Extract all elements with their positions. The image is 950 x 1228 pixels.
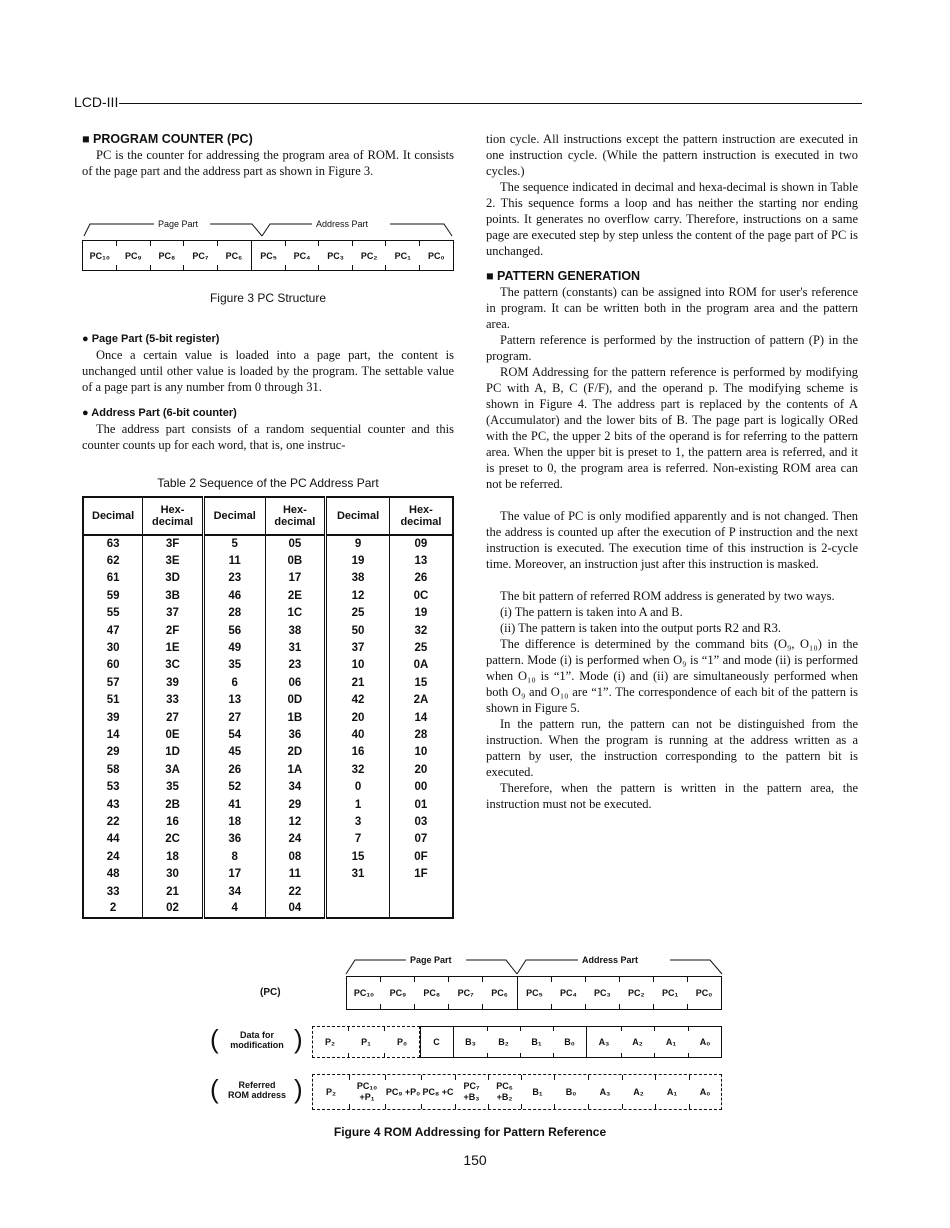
fig4-caption: Figure 4 ROM Addressing for Pattern Reference (333, 1125, 607, 1139)
table-cell (389, 900, 453, 917)
table-cell: 24 (83, 848, 143, 865)
table-cell: 49 (203, 639, 265, 656)
header-title: LCD-III (74, 94, 119, 110)
way-2: (ii) The pattern is taken into the output ports R2 and R3. (500, 621, 781, 635)
fig3-cell: PC₉ (117, 241, 151, 270)
fig4-pc-cell: PC₁₀ (347, 977, 381, 1009)
table-cell (389, 883, 453, 900)
fig3-cell: PC₂ (352, 241, 386, 270)
fig4-ref-cell: PC₆ +B₂ (488, 1075, 521, 1109)
table-cell: 36 (203, 831, 265, 848)
table-cell: 3E (143, 552, 204, 569)
table-row (83, 831, 453, 848)
table-cell: 14 (83, 726, 143, 743)
table-cell: 22 (265, 883, 326, 900)
page-part-heading: ● Page Part (5-bit register) (82, 333, 220, 345)
table-cell: 10 (389, 744, 453, 761)
table-cell: 1E (143, 639, 204, 656)
pg-text-2: Pattern reference is performed by the instruction of pattern (P) in the program. (486, 333, 858, 363)
table-cell: 18 (143, 848, 204, 865)
table-cell: 3B (143, 587, 204, 604)
fig4-ref-cell: A₁ (655, 1075, 689, 1109)
table-row (83, 692, 453, 709)
fig4-ref-register (312, 1074, 722, 1110)
table-cell: 50 (326, 622, 390, 639)
table-cell: 61 (83, 570, 143, 587)
table-cell: 44 (83, 831, 143, 848)
fig3-cell: PC₇ (184, 241, 218, 270)
table-cell: 08 (265, 848, 326, 865)
table-cell: 1 (326, 796, 390, 813)
table-cell: 31 (265, 639, 326, 656)
table-cell: 0C (389, 587, 453, 604)
pg-text-8: Therefore, when the pattern is written in the pattern area, the instruction must not be executed. (486, 781, 858, 811)
table-cell: 58 (83, 761, 143, 778)
fig4-pc-cell: PC₃ (585, 977, 619, 1009)
fig4-pc-register (346, 976, 722, 1010)
fig4-mod-cell: A₀ (699, 1037, 711, 1047)
table-cell: 2A (389, 692, 453, 709)
fig4-mod-label: Data for modification (230, 1030, 284, 1050)
table-row (83, 570, 453, 587)
table-cell: 02 (143, 900, 204, 917)
table-cell: 63 (83, 535, 143, 552)
col-header: Hex-decimal (143, 497, 204, 535)
table-cell: 23 (265, 657, 326, 674)
table-cell: 51 (83, 692, 143, 709)
table-2 (82, 496, 454, 919)
sequence-text: The sequence indicated in decimal and hexa-decimal is shown in Table 2. This sequence forms a loop and has neither the starting nor ending points. It generates no overflow carry. Therefore, instructions on a same page are executed step by step unless the content of the page part of PC is unchanged. (486, 180, 858, 258)
table-cell: 56 (203, 622, 265, 639)
table-cell: 28 (203, 605, 265, 622)
table-body (83, 535, 453, 918)
table-cell: 24 (265, 831, 326, 848)
table-cell: 31 (326, 865, 390, 882)
table-cell: 03 (389, 813, 453, 830)
table-row (83, 639, 453, 656)
table-cell: 55 (83, 605, 143, 622)
fig3-cell: PC₁₀ (83, 241, 117, 270)
table-cell: 1D (143, 744, 204, 761)
page-part-text: Once a certain value is loaded into a page part, the content is unchanged until other value is loaded by the program. The settable value of a page part is any number from 0 through 31. (82, 348, 454, 394)
table-row (83, 552, 453, 569)
pc-heading: ■ PROGRAM COUNTER (PC) (82, 132, 253, 146)
fig3-cell: PC₃ (319, 241, 353, 270)
table-cell: 5 (203, 535, 265, 552)
fig4-mod-cell: P₁ (348, 1026, 384, 1058)
fig4-ref-cell: PC₈ +C (421, 1075, 455, 1109)
table-cell: 01 (389, 796, 453, 813)
table-cell: 46 (203, 587, 265, 604)
table2-caption: Table 2 Sequence of the PC Address Part (157, 476, 379, 490)
fig4-pc-cell: PC₂ (619, 977, 653, 1009)
fig4-mod-close-paren: ) (294, 1024, 303, 1054)
table-cell: 34 (203, 883, 265, 900)
table-cell: 0E (143, 726, 204, 743)
table-cell: 53 (83, 778, 143, 795)
table-cell (326, 883, 390, 900)
fig4-mod-cell: B₂ (487, 1026, 520, 1058)
pg-text-6: The difference is determined by the command bits (O₉, O₁₀) in the pattern. Mode (i) is performed when O₉ is “1” and mode (ii) is performed when O₁₀ is “1”. Mode (i) and (ii) are simultaneously performed when both O₉ and O₁₀ are “1”. The correspondence of each bit of the pattern is shown in Figure 5. (486, 637, 858, 715)
fig4-mod-cell: B₃ (454, 1026, 487, 1058)
fig4-pc-label: (PC) (260, 987, 281, 998)
table-cell: 30 (83, 639, 143, 656)
left-column-mid (82, 331, 454, 453)
table-cell: 9 (326, 535, 390, 552)
table-cell: 2 (83, 900, 143, 917)
col-header: Hex-decimal (389, 497, 453, 535)
left-column-top (82, 131, 454, 179)
table-row (83, 622, 453, 639)
table-cell: 07 (389, 831, 453, 848)
table-cell: 0B (265, 552, 326, 569)
fig4-ref-cell: PC₇ +B₃ (455, 1075, 488, 1109)
pg-text-7: In the pattern run, the pattern can not be distinguished from the instruction. When the program is running at the address written as a pattern by user, the instruction corresponding to the pattern bit is executed. (486, 717, 858, 779)
table-cell: 3F (143, 535, 204, 552)
page-header (74, 94, 862, 114)
table-cell: 32 (389, 622, 453, 639)
table-cell: 60 (83, 657, 143, 674)
table-row (83, 535, 453, 552)
table-cell: 34 (265, 778, 326, 795)
table-cell: 0F (389, 848, 453, 865)
table-cell: 11 (265, 865, 326, 882)
table-cell: 40 (326, 726, 390, 743)
table-cell: 06 (265, 674, 326, 691)
table-cell: 17 (203, 865, 265, 882)
fig4-mod-open-paren: ( (210, 1024, 219, 1054)
table-row (83, 744, 453, 761)
table-cell: 29 (265, 796, 326, 813)
figure-3 (82, 217, 454, 271)
table-cell: 2E (265, 587, 326, 604)
table-cell: 1C (265, 605, 326, 622)
table-cell: 54 (203, 726, 265, 743)
table-cell: 30 (143, 865, 204, 882)
table-cell: 2C (143, 831, 204, 848)
fig4-ref-cell: B₀ (554, 1075, 588, 1109)
table-cell: 33 (143, 692, 204, 709)
table-cell: 43 (83, 796, 143, 813)
table-cell: 52 (203, 778, 265, 795)
fig4-mod-cell: A₃ (587, 1026, 621, 1058)
table-cell: 37 (326, 639, 390, 656)
fig3-cell: PC₅ (252, 241, 286, 270)
pg-text-4: The value of PC is only modified apparently and is not changed. Then the address is counted up after the execution of P instruction and the next instruction is executed. The execution time of this instruction is 2-cycle time. Moreover, an instruction just after this instruction is masked. (486, 509, 858, 571)
table-cell: 38 (265, 622, 326, 639)
table-cell: 0D (265, 692, 326, 709)
table-row (83, 883, 453, 900)
table-cell (326, 900, 390, 917)
table-cell: 27 (143, 709, 204, 726)
fig4-mod-cell: A₂ (621, 1026, 654, 1058)
table-cell: 3 (326, 813, 390, 830)
table-cell: 4 (203, 900, 265, 917)
fig3-register (82, 240, 454, 271)
right-column (486, 131, 858, 812)
table-cell: 3A (143, 761, 204, 778)
fig4-mod-cell: P₀ (384, 1026, 420, 1058)
table-cell: 39 (143, 674, 204, 691)
fig4-ref-cell: PC₁₀ +P₁ (349, 1075, 385, 1109)
table-row (83, 709, 453, 726)
fig3-braces (82, 217, 454, 239)
table-cell: 62 (83, 552, 143, 569)
table-cell: 48 (83, 865, 143, 882)
table-row (83, 778, 453, 795)
table-cell: 20 (389, 761, 453, 778)
table-cell: 47 (83, 622, 143, 639)
table-row (83, 587, 453, 604)
table-cell: 38 (326, 570, 390, 587)
fig4-ref-label: Referred ROM address (227, 1080, 287, 1100)
table-cell: 6 (203, 674, 265, 691)
table-cell: 16 (143, 813, 204, 830)
table-cell: 33 (83, 883, 143, 900)
fig4-mod-cell: C (420, 1026, 454, 1058)
table-cell: 15 (326, 848, 390, 865)
table-cell: 3C (143, 657, 204, 674)
table-cell: 35 (203, 657, 265, 674)
table-cell: 7 (326, 831, 390, 848)
fig4-ref-close-paren: ) (294, 1074, 303, 1104)
table-row (83, 726, 453, 743)
table-cell: 45 (203, 744, 265, 761)
table-cell: 2D (265, 744, 326, 761)
table-cell: 21 (143, 883, 204, 900)
fig4-ref-cell: P₂ (313, 1075, 349, 1109)
fig3-address-label: Address Part (316, 219, 369, 229)
header-rule (119, 103, 862, 104)
table-cell: 20 (326, 709, 390, 726)
fig4-ref-open-paren: ( (210, 1074, 219, 1104)
table-cell: 1A (265, 761, 326, 778)
table-cell: 8 (203, 848, 265, 865)
table-cell: 0A (389, 657, 453, 674)
pattern-generation-heading: ■ PATTERN GENERATION (486, 269, 641, 283)
table-cell: 1B (265, 709, 326, 726)
pg-text-1: The pattern (constants) can be assigned into ROM for user's reference in program. It can be written both in the program area and the pattern area. (486, 285, 858, 331)
table-cell: 3D (143, 570, 204, 587)
fig3-cell: PC₄ (285, 241, 319, 270)
pc-text: PC is the counter for addressing the program area of ROM. It consists of the page part and the address part as shown in Figure 3. (82, 148, 454, 178)
table-cell: 36 (265, 726, 326, 743)
fig3-cell: PC₈ (150, 241, 184, 270)
fig3-caption: Figure 3 PC Structure (209, 291, 327, 305)
col-header: Decimal (83, 497, 143, 535)
way-1: (i) The pattern is taken into A and B. (500, 605, 683, 619)
fig4-ref-cell: A₂ (622, 1075, 655, 1109)
table-cell: 13 (389, 552, 453, 569)
col-header: Decimal (326, 497, 390, 535)
table-cell: 39 (83, 709, 143, 726)
table-cell: 42 (326, 692, 390, 709)
table-cell: 57 (83, 674, 143, 691)
table-cell: 18 (203, 813, 265, 830)
figure-4 (210, 950, 730, 1130)
table-cell: 14 (389, 709, 453, 726)
table-cell: 28 (389, 726, 453, 743)
table-cell: 13 (203, 692, 265, 709)
table-cell: 12 (326, 587, 390, 604)
table-cell: 12 (265, 813, 326, 830)
table-row (83, 657, 453, 674)
table-cell: 2F (143, 622, 204, 639)
fig4-mod-register (312, 1026, 722, 1058)
table-row (83, 761, 453, 778)
address-part-text: The address part consists of a random sequential counter and this counter counts up for each word, that is, one instruc- (82, 422, 454, 452)
table-row (83, 674, 453, 691)
fig4-pc-cell: PC₀ (695, 988, 713, 998)
table-cell: 26 (203, 761, 265, 778)
fig3-cell: PC₀ (427, 250, 445, 261)
table-cell: 04 (265, 900, 326, 917)
fig4-pc-cell: PC₉ (381, 977, 415, 1009)
table-cell: 26 (389, 570, 453, 587)
table-cell: 23 (203, 570, 265, 587)
table-cell: 09 (389, 535, 453, 552)
fig4-ref-cell: B₁ (521, 1075, 554, 1109)
fig4-pc-cell: PC₁ (653, 977, 687, 1009)
table-cell: 37 (143, 605, 204, 622)
fig3-page-label: Page Part (158, 219, 199, 229)
table-cell: 15 (389, 674, 453, 691)
fig4-pc-cell: PC₈ (415, 977, 449, 1009)
table-cell: 25 (326, 605, 390, 622)
table-cell: 2B (143, 796, 204, 813)
table-cell: 17 (265, 570, 326, 587)
fig3-cell: PC₆ (217, 241, 252, 270)
table-row (83, 813, 453, 830)
table-cell: 00 (389, 778, 453, 795)
fig4-pc-cell: PC₇ (449, 977, 483, 1009)
col-header: Hex-decimal (265, 497, 326, 535)
table-cell: 59 (83, 587, 143, 604)
address-part-heading: ● Address Part (6-bit counter) (82, 407, 237, 419)
table-cell: 10 (326, 657, 390, 674)
table-cell: 05 (265, 535, 326, 552)
fig4-pc-cell: PC₅ (518, 977, 552, 1009)
fig4-mod-cell: B₁ (520, 1026, 553, 1058)
fig4-ref-cell: A₀ (699, 1087, 711, 1097)
pg-text-3: ROM Addressing for the pattern reference is performed by modifying PC with A, B, C (F/F), and the operand p. The modifying scheme is shown in Figure 4. The address part is replaced by the contents of A (Accumulator) and the lower bits of B. The page part is logically ORed with the PC, the upper 2 bits of the operand is for referring to the pattern area. When the upper bit is preset to 1, the pattern area is referred, and it is preset to 0, the program area is referred. Non-existing ROM area can not be referred. (486, 365, 858, 491)
fig3-cell: PC₁ (386, 241, 420, 270)
table-cell: 25 (389, 639, 453, 656)
table-cell: 32 (326, 761, 390, 778)
table-row (83, 865, 453, 882)
fig4-address-label: Address Part (582, 955, 639, 965)
table-cell: 22 (83, 813, 143, 830)
table-cell: 35 (143, 778, 204, 795)
table-row (83, 848, 453, 865)
fig4-mod-cell: P₂ (312, 1026, 348, 1058)
table-cell: 27 (203, 709, 265, 726)
table-cell: 19 (389, 605, 453, 622)
table-cell: 21 (326, 674, 390, 691)
table-header-row (83, 497, 453, 535)
pg-text-5: The bit pattern of referred ROM address is generated by two ways. (500, 589, 835, 603)
col-header: Decimal (203, 497, 265, 535)
table-row (83, 796, 453, 813)
fig4-pc-cell: PC₆ (483, 977, 518, 1009)
fig4-mod-cell: B₀ (553, 1026, 587, 1058)
table-cell: 11 (203, 552, 265, 569)
page-number: 150 (463, 1152, 487, 1168)
continued-text: tion cycle. All instructions except the pattern instruction are executed in one instruction cycle. (While the pattern instruction is executed in two cycles.) (486, 132, 858, 178)
table-cell: 29 (83, 744, 143, 761)
fig4-mod-cell: A₁ (654, 1026, 688, 1058)
fig4-ref-cell: PC₉ +P₀ (385, 1075, 421, 1109)
fig4-page-label: Page Part (410, 955, 452, 965)
fig4-ref-cell: A₃ (588, 1075, 622, 1109)
table-row (83, 900, 453, 917)
fig4-pc-cell: PC₄ (551, 977, 585, 1009)
table-cell: 0 (326, 778, 390, 795)
table-cell: 41 (203, 796, 265, 813)
table-row (83, 605, 453, 622)
table-cell: 19 (326, 552, 390, 569)
table-cell: 16 (326, 744, 390, 761)
table-cell: 1F (389, 865, 453, 882)
